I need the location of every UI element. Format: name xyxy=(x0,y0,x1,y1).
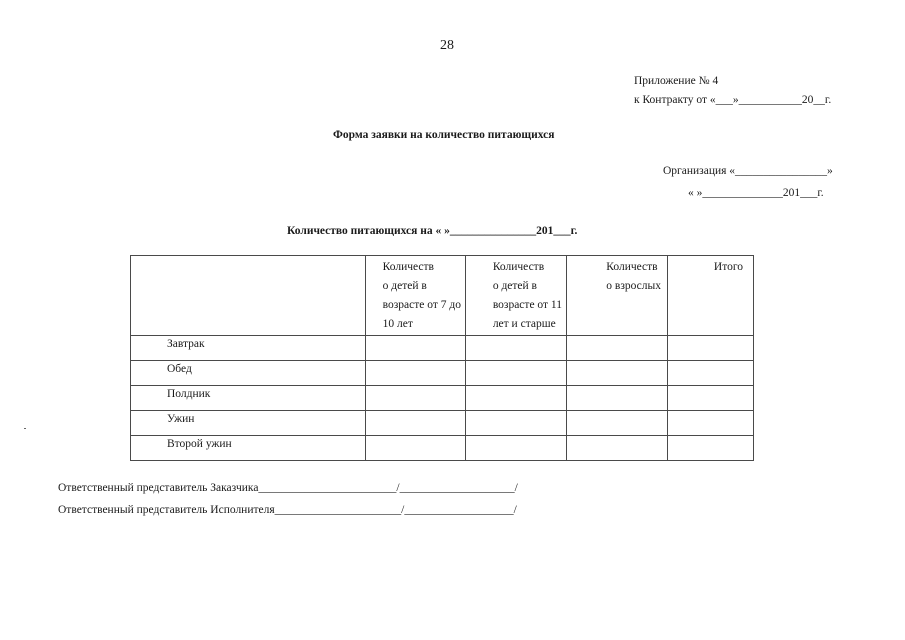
customer-signature-line: Ответственный представитель Заказчика________________________/____________________/ xyxy=(58,482,518,494)
header-adults xyxy=(567,256,668,336)
input-cell[interactable] xyxy=(567,336,668,361)
header-line: Итого xyxy=(713,261,743,273)
input-cell[interactable] xyxy=(366,386,466,411)
count-title: Количество питающихся на « »_______________201___г. xyxy=(287,225,578,237)
contractor-signature-line: Ответственный представитель Исполнителя______________________/___________________/ xyxy=(58,504,517,516)
input-cell[interactable] xyxy=(466,386,567,411)
header-empty-cell xyxy=(131,256,366,336)
input-cell[interactable] xyxy=(668,336,754,361)
header-children-11-plus xyxy=(466,256,567,336)
input-cell[interactable] xyxy=(668,411,754,436)
input-cell[interactable] xyxy=(567,386,668,411)
input-cell[interactable] xyxy=(668,386,754,411)
header-line: лет и старше xyxy=(492,318,556,330)
input-cell[interactable] xyxy=(466,336,567,361)
header-line: возрасте от 11 xyxy=(492,299,562,311)
input-cell[interactable] xyxy=(366,411,466,436)
header-total xyxy=(668,256,754,336)
table-row xyxy=(131,411,754,436)
input-cell[interactable] xyxy=(466,411,567,436)
organization-field: Организация «________________» xyxy=(663,165,833,177)
header-children-7-10 xyxy=(366,256,466,336)
input-cell[interactable] xyxy=(668,436,754,461)
row-label-dinner: Ужин xyxy=(131,411,366,436)
input-cell[interactable] xyxy=(668,361,754,386)
row-label-breakfast: Завтрак xyxy=(131,336,366,361)
input-cell[interactable] xyxy=(366,336,466,361)
row-label-afternoon-snack: Полдник xyxy=(131,386,366,411)
header-line: о детей в xyxy=(492,280,537,292)
header-line: Количеств xyxy=(382,261,434,273)
scan-speck xyxy=(24,428,26,429)
table-row xyxy=(131,386,754,411)
organization-date-field: « »______________201___г. xyxy=(688,187,824,199)
table-row xyxy=(131,361,754,386)
meal-count-table xyxy=(130,255,754,461)
header-line: возрасте от 7 до xyxy=(382,299,461,311)
input-cell[interactable] xyxy=(366,436,466,461)
input-cell[interactable] xyxy=(366,361,466,386)
row-label-second-dinner: Второй ужин xyxy=(131,436,366,461)
form-title: Форма заявки на количество питающихся xyxy=(333,129,555,141)
appendix-label: Приложение № 4 xyxy=(634,75,719,87)
table-row xyxy=(131,336,754,361)
header-line: Количеств xyxy=(606,261,658,273)
table-row xyxy=(131,436,754,461)
input-cell[interactable] xyxy=(567,411,668,436)
header-line: о взрослых xyxy=(606,280,661,292)
page-number: 28 xyxy=(440,38,454,53)
row-label-lunch: Обед xyxy=(131,361,366,386)
header-line: 10 лет xyxy=(382,318,413,330)
header-line: Количеств xyxy=(492,261,545,273)
input-cell[interactable] xyxy=(567,361,668,386)
contract-reference: к Контракту от «___»___________20__г. xyxy=(634,94,832,106)
table-header-row xyxy=(131,256,754,336)
input-cell[interactable] xyxy=(466,436,567,461)
header-line: о детей в xyxy=(382,280,427,292)
input-cell[interactable] xyxy=(466,361,567,386)
input-cell[interactable] xyxy=(567,436,668,461)
